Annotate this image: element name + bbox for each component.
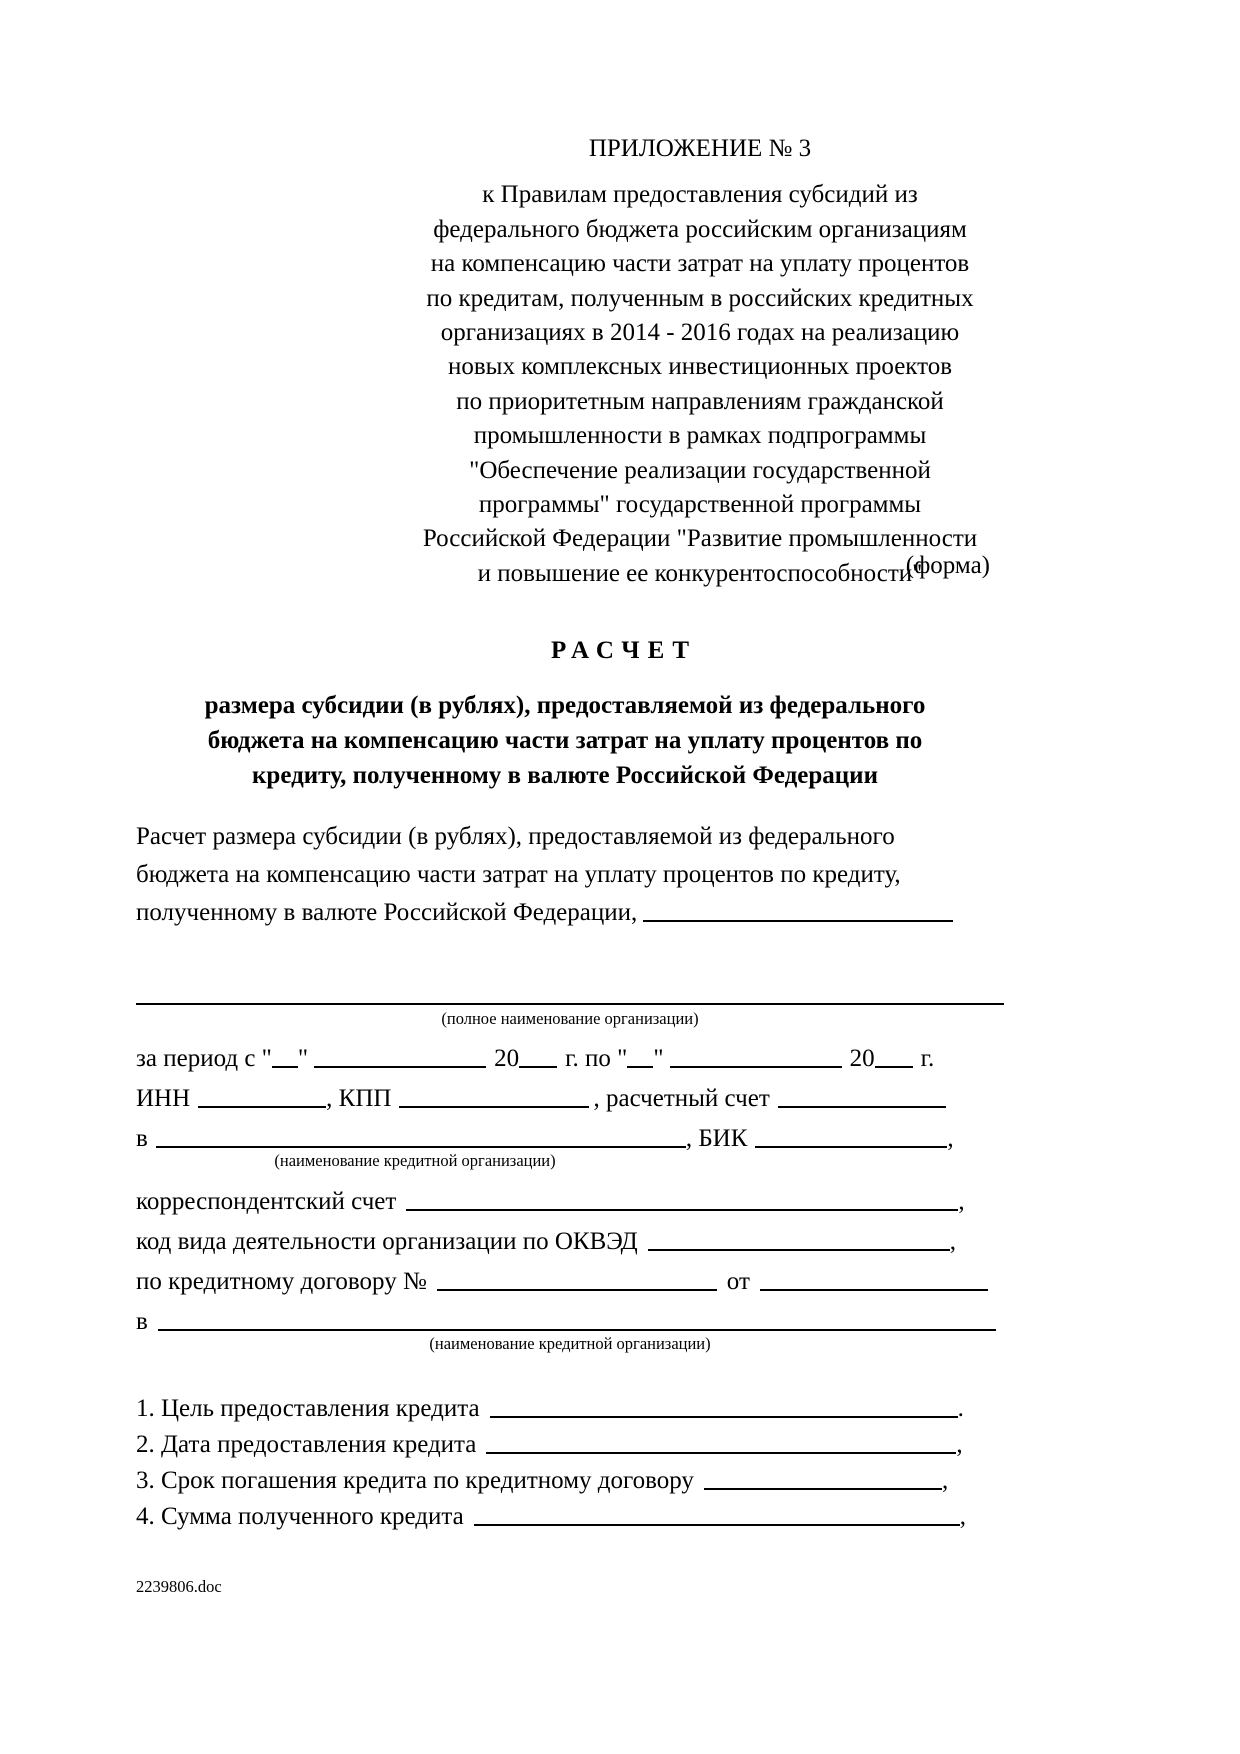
header-line-12: и повышение ее конкурентоспособности" [477,559,923,587]
subtitle-line-1: размера субсидии (в рублях), предоставляемой из федерального [204,692,926,719]
intro-paragraph [136,818,1004,932]
list-item-1 [136,1392,964,1423]
period-start-month-field[interactable] [314,1042,486,1068]
header-line-8: промышленности в рамках подпрограммы [473,422,927,450]
list-item-2-label: 2. Дата предоставления кредита [136,1430,477,1458]
footer-filename: 2239806.doc [136,1577,222,1596]
period-start-day-field[interactable] [272,1042,298,1068]
header-line-1: к Правилам предоставления субсидий из [482,181,918,209]
bank-row-comma: , [947,1124,954,1152]
okved-label: код вида деятельности организации по ОКВЭД [136,1227,638,1255]
credit-contract-row [136,1265,988,1296]
kpp-label: , КПП [326,1084,392,1112]
credit-contract-from-label: от [726,1267,750,1295]
credit-organization-caption-1: (наименование кредитной организации) [274,1151,556,1170]
credit-contract-label: по кредитному договору № [136,1267,427,1295]
credit-contract-date-field[interactable] [760,1265,988,1291]
appendix-title: ПРИЛОЖЕНИЕ № 3 [588,135,812,162]
appendix-header-block [405,132,995,591]
inn-kpp-account-row [136,1082,946,1113]
page-title: РАСЧЕТ [550,637,697,664]
organization-name-caption: (полное наименование организации) [441,1009,699,1028]
header-line-4: по кредитам, полученным в российских кредитных [426,284,974,312]
period-row [136,1042,934,1073]
period-quote-2: " [653,1044,664,1072]
credit-purpose-field[interactable] [490,1392,958,1418]
header-line-2: федерального бюджета российским организациям [433,215,967,243]
correspondent-row-comma: , [958,1187,965,1215]
period-suffix-1: г. по " [565,1044,628,1072]
credit-organization-field-1[interactable] [156,1122,686,1148]
header-line-6: новых комплексных инвестиционных проектов [447,353,953,381]
period-end-month-field[interactable] [670,1042,842,1068]
period-prefix-label: за период с " [136,1044,272,1072]
credit-contract-number-field[interactable] [437,1265,717,1291]
okved-field[interactable] [648,1225,950,1251]
credit-amount-field[interactable] [474,1500,960,1526]
in-label-1: в [136,1124,148,1152]
header-line-10: программы" государственной программы [478,491,922,519]
okved-row [136,1225,956,1256]
bank-name-bik-row [136,1122,954,1153]
list-item-3 [136,1464,948,1495]
settlement-account-field[interactable] [778,1082,946,1108]
subtitle-line-2: бюджета на компенсацию части затрат на уплату процентов по [207,727,923,754]
bik-label: , БИК [685,1124,748,1152]
period-quote-1: " [297,1044,309,1072]
intro-line-3: полученному в валюте Российской Федерации, [136,899,638,926]
in-label-2: в [136,1307,148,1335]
subtitle-line-3: кредиту, полученному в валюте Российской Федерации [252,762,878,789]
period-year-label-2: 20 [849,1044,875,1072]
list-item-3-label: 3. Срок погашения кредита по кредитному договору [136,1466,694,1494]
header-line-7: по приоритетным направлениям гражданской [456,387,944,415]
header-line-9: "Обеспечение реализации государственной [469,456,931,484]
form-marker: (форма) [905,552,990,579]
credit-organization-field-2[interactable] [158,1305,996,1331]
list-item-3-comma: , [941,1466,949,1494]
header-line-3: на компенсацию части затрат на уплату процентов [430,250,970,278]
correspondent-account-row [136,1185,965,1216]
intro-line-3-wrap [136,894,1004,932]
list-item-4-comma: , [959,1502,966,1530]
period-year-label-1: 20 [494,1044,520,1072]
inn-label: ИНН [136,1084,191,1112]
list-item-2-comma: , [956,1430,963,1458]
period-start-year-field[interactable] [519,1042,557,1068]
correspondent-account-field[interactable] [406,1185,958,1211]
page-subtitle [170,688,960,793]
list-item-4-label: 4. Сумма полученного кредита [136,1502,464,1530]
period-end-day-field[interactable] [627,1042,653,1068]
header-line-5: организациях в 2014 - 2016 годах на реализацию [440,319,960,347]
period-end-year-field[interactable] [875,1042,913,1068]
inn-field[interactable] [198,1082,326,1108]
organization-name-field-part2[interactable] [136,1003,1004,1005]
credit-organization-row-2 [136,1305,996,1336]
kpp-field[interactable] [399,1082,589,1108]
credit-organization-caption-2: (наименование кредитной организации) [429,1334,711,1353]
header-line-11: Российской Федерации "Развитие промышленности [422,525,978,553]
organization-name-field-part1[interactable] [643,896,953,922]
credit-date-field[interactable] [486,1428,956,1454]
bik-field[interactable] [755,1122,947,1148]
period-suffix-2: г. [920,1044,935,1072]
list-item-1-dot: . [957,1394,964,1422]
intro-line-1: Расчет размера субсидии (в рублях), предоставляемой из федерального [136,823,895,850]
okved-row-comma: , [949,1227,956,1255]
credit-repayment-term-field[interactable] [704,1464,942,1490]
correspondent-account-label: корреспондентский счет [136,1187,397,1215]
list-item-1-label: 1. Цель предоставления кредита [136,1394,480,1422]
intro-line-2: бюджета на компенсацию части затрат на уплату процентов по кредиту, [136,861,901,888]
list-item-2 [136,1428,963,1459]
list-item-4 [136,1500,966,1531]
settlement-account-label: , расчетный счет [593,1084,770,1112]
